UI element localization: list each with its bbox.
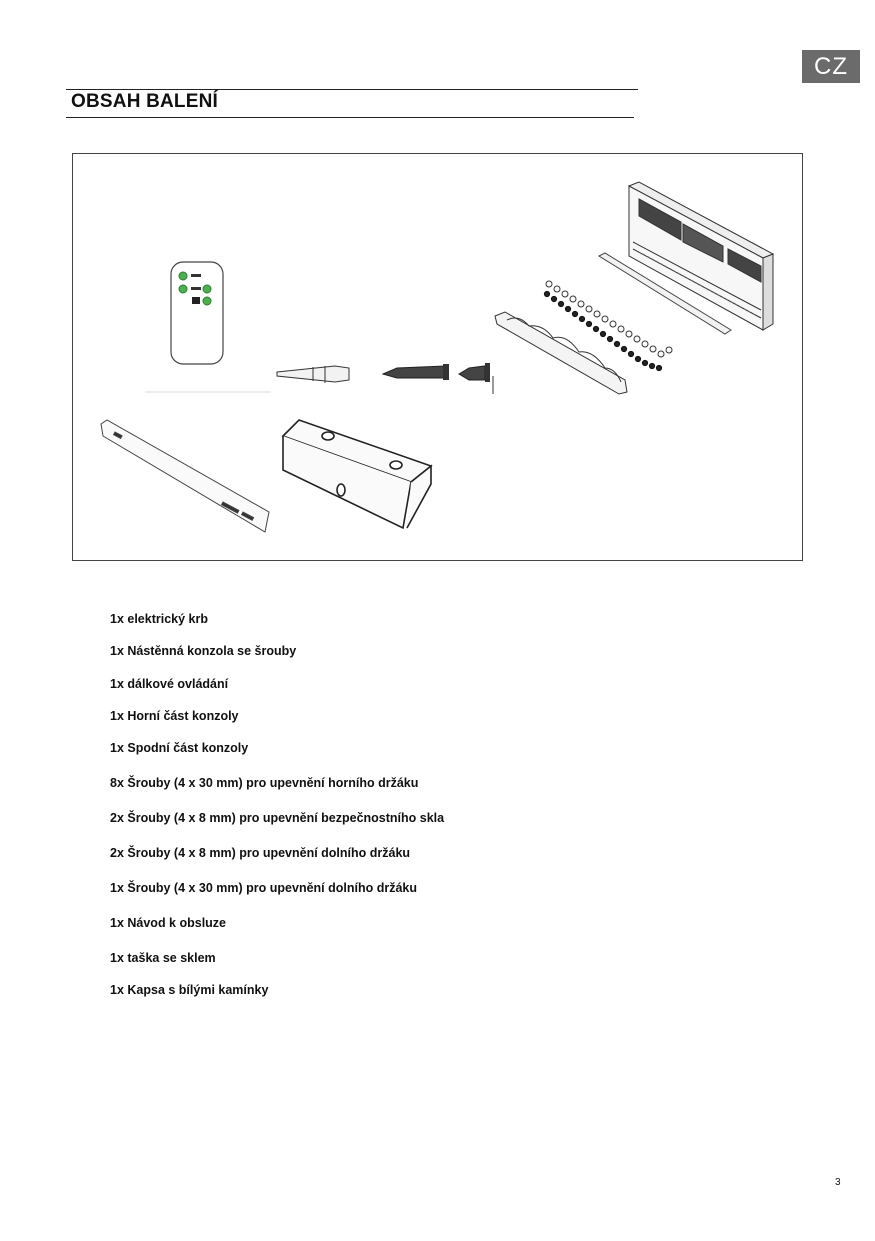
list-item: 2x Šrouby (4 x 8 mm) pro upevnění dolního držáku	[110, 846, 411, 860]
page-title: OBSAH BALENÍ	[71, 91, 219, 112]
page-number: 3	[835, 1177, 841, 1188]
wall-bar-drawing	[101, 420, 269, 532]
list-item: 1x taška se sklem	[110, 951, 216, 965]
list-item: 1x Spodní část konzoly	[110, 741, 249, 755]
list-item: 1x Návod k obsluze	[110, 916, 227, 930]
title-top-rule	[66, 89, 638, 90]
fireplace-unit-drawing	[629, 182, 773, 330]
wall-plug-drawing	[277, 366, 349, 383]
remote-control-drawing	[145, 262, 271, 392]
list-item: 8x Šrouby (4 x 30 mm) pro upevnění horního držáku	[110, 776, 419, 790]
title-bottom-rule	[66, 117, 634, 118]
log-bracket-drawing	[495, 312, 627, 394]
language-badge: CZ	[802, 50, 860, 83]
list-item: 1x dálkové ovládání	[110, 677, 229, 691]
list-item: 1x elektrický krb	[110, 612, 208, 626]
package-contents-illustration	[72, 153, 803, 561]
list-item: 1x Kapsa s bílými kamínky	[110, 983, 269, 997]
list-item: 1x Nástěnná konzola se šrouby	[110, 644, 297, 658]
short-screw-drawing	[459, 363, 493, 394]
list-item: 1x Horní část konzoly	[110, 709, 239, 723]
list-item: 1x Šrouby (4 x 30 mm) pro upevnění dolního držáku	[110, 881, 418, 895]
list-item: 2x Šrouby (4 x 8 mm) pro upevnění bezpečnostního skla	[110, 811, 445, 825]
l-bracket-drawing	[283, 420, 431, 528]
long-screw-drawing	[383, 364, 449, 380]
